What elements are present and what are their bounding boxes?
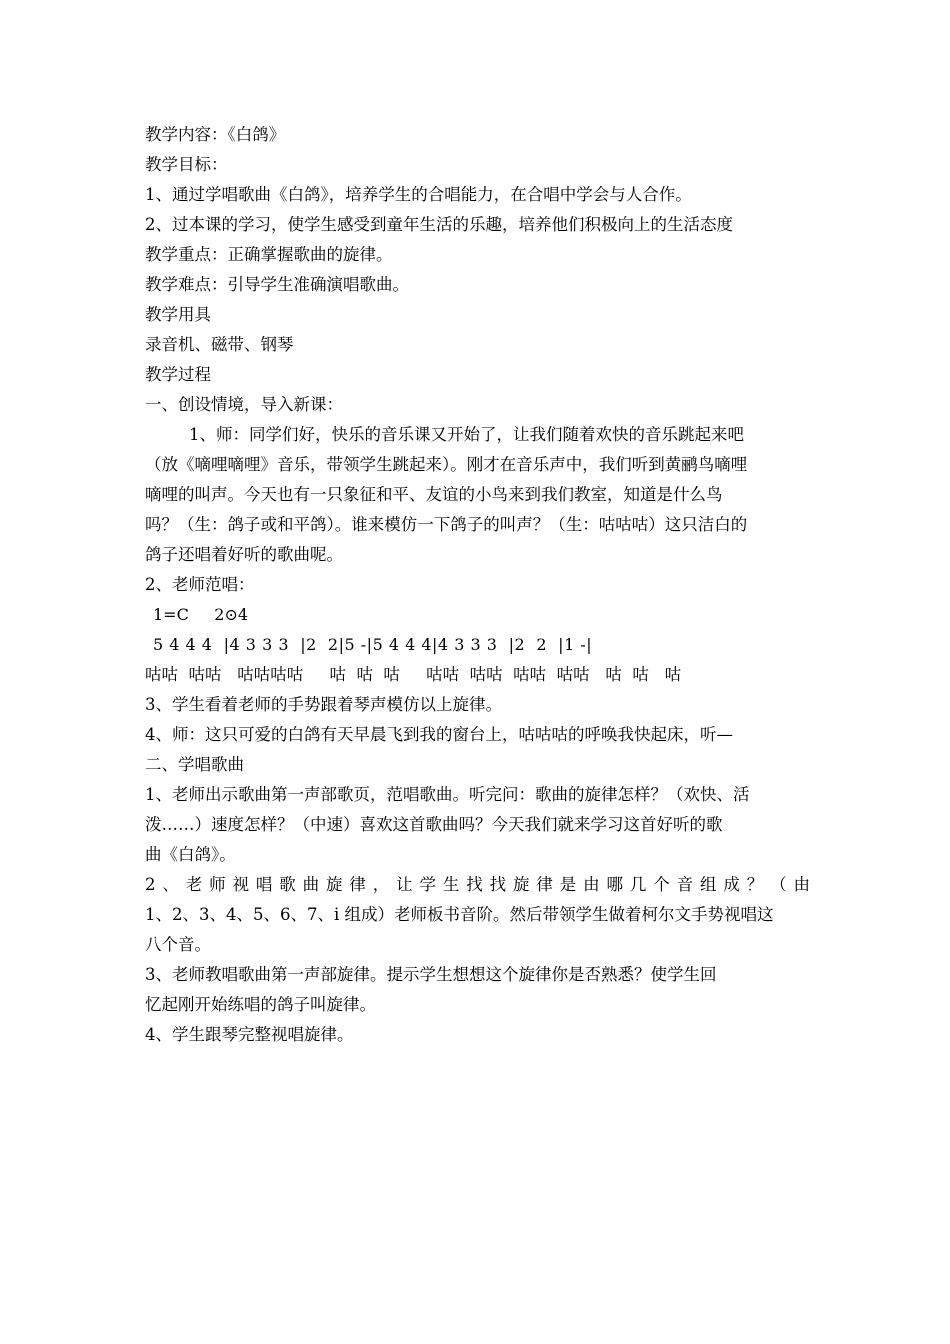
melody-notes: 5 4 4 4 |4 3 3 3 |2 2|5 -|5 4 4 4|4 3 3 3 |2 2 |1 -| — [153, 635, 593, 654]
section-1-paragraph-line: 嘀哩的叫声。今天也有一只象征和平、友谊的小鸟来到我们教室，知道是什么鸟 — [145, 485, 723, 504]
section-1-paragraph-line: 鸽子还唱着好听的歌曲呢。 — [145, 545, 343, 564]
tools-list: 录音机、磁带、钢琴 — [145, 335, 294, 354]
section-2-paragraph-line: 泼……）速度怎样？（中速）喜欢这首歌曲吗？今天我们就来学习这首好听的歌 — [145, 815, 723, 834]
section-1-title: 一、创设情境，导入新课： — [145, 395, 343, 414]
objectives-title: 教学目标： — [145, 155, 228, 174]
section-1-paragraph-line: 吗？（生：鸽子或和平鸽）。谁来模仿一下鸽子的叫声？（生：咕咕咕）这只洁白的 — [145, 515, 748, 534]
section-2-paragraph-line: 1、老师出示歌曲第一声部歌页，范唱歌曲。听完问：歌曲的旋律怎样？（欢快、活 — [145, 785, 750, 804]
section-2-paragraph-line: 1、2、3、4、5、6、7、i 组成）老师板书音阶。然后带领学生做着柯尔文手势视唱这 — [145, 905, 774, 924]
teaching-content: 教学内容：《白鸽》 — [145, 125, 286, 144]
section-2-title: 二、学唱歌曲 — [145, 755, 244, 774]
section-1-paragraph-line: 1、师：同学们好，快乐的音乐课又开始了，让我们随着欢快的音乐跳起来吧 — [189, 425, 744, 444]
section-2-paragraph-line: 4、学生跟琴完整视唱旋律。 — [145, 1025, 354, 1044]
key-point: 教学重点：正确掌握歌曲的旋律。 — [145, 245, 393, 264]
section-2-paragraph-line: 3、老师教唱歌曲第一声部旋律。提示学生想想这个旋律你是否熟悉？使学生回 — [145, 965, 717, 984]
section-1-paragraph-line: （放《嘀哩嘀哩》音乐，带领学生跳起来）。刚才在音乐声中，我们听到黄鹂鸟嘀哩 — [145, 455, 748, 474]
item-4: 4、师：这只可爱的白鸽有天早晨飞到我的窗台上，咕咕咕的呼唤我快起床，听— — [145, 725, 733, 744]
key-signature: 1=C 2⊙4 — [153, 605, 249, 624]
tools-title: 教学用具 — [145, 305, 211, 324]
section-2-paragraph-line: 八个音。 — [145, 935, 211, 954]
section-2-paragraph-line: 2、老师视唱歌曲旋律，让学生找找旋律是由哪几个音组成？（由 — [145, 875, 810, 894]
process-title: 教学过程 — [145, 365, 211, 384]
section-2-paragraph-line: 曲《白鸽》。 — [145, 845, 236, 864]
document-page — [145, 120, 810, 1050]
objective-2: 2、过本课的学习，使学生感受到童年生活的乐趣，培养他们积极向上的生活态度 — [145, 215, 733, 234]
section-2-paragraph-line: 忆起刚开始练唱的鸽子叫旋律。 — [145, 995, 376, 1014]
objective-1: 1、通过学唱歌曲《白鸽》，培养学生的合唱能力，在合唱中学会与人合作。 — [145, 185, 692, 204]
difficulty: 教学难点：引导学生准确演唱歌曲。 — [145, 275, 409, 294]
melody-lyrics: 咕咕 咕咕 咕咕咕咕 咕 咕 咕 咕咕 咕咕 咕咕 咕咕 咕 咕 咕 — [145, 665, 682, 684]
item-3: 3、学生看着老师的手势跟着琴声模仿以上旋律。 — [145, 695, 502, 714]
item-2-demo-singing: 2、老师范唱： — [145, 575, 255, 594]
